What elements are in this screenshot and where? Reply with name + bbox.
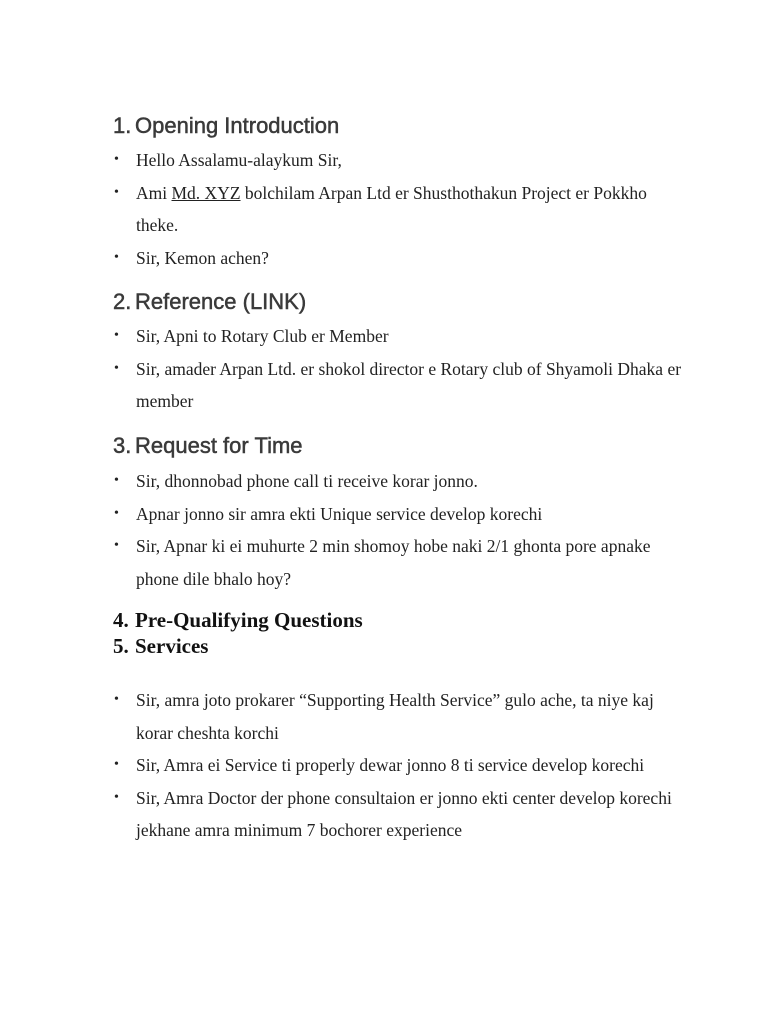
list-item [113, 782, 693, 847]
section-number: 2. [113, 289, 132, 314]
section-number: 3. [113, 433, 132, 458]
list-item-text: Sir, amader Arpan Ltd. er shokol director e Rotary club of Shyamoli Dhaka er member [136, 358, 682, 411]
bullet: • [114, 152, 119, 167]
bullet: • [114, 328, 119, 343]
list-item-text: bolchilam Arpan Ltd er Shusthothakun Project er Pokkho theke. [136, 182, 647, 235]
list-item [113, 465, 693, 498]
section-number: 1. [113, 113, 132, 138]
list-item [113, 144, 693, 177]
list-item-text: Sir, amra joto prokarer “Supporting Health Service” gulo ache, ta niye kaj korar cheshta korchi [136, 690, 654, 743]
list-item [113, 320, 693, 353]
section-title: Reference (LINK) [135, 289, 307, 314]
section-1-list [113, 144, 693, 274]
bullet: • [114, 249, 119, 265]
bullet: • [114, 692, 119, 707]
list-item-text: Sir, Amra Doctor der phone consultaion er jonno ekti center develop korechi jekhane amra minimum 7 bochorer experience [136, 787, 672, 840]
section-5-list [113, 684, 693, 847]
section-number: 4. [113, 608, 129, 632]
bullet: • [114, 184, 119, 200]
list-item [113, 749, 693, 782]
section-number: 5. [113, 634, 129, 658]
list-item-text: Ami [136, 182, 172, 203]
list-item-text: Sir, Apni to Rotary Club er Member [136, 326, 389, 346]
bullet: • [114, 757, 119, 772]
section-title: Services [135, 634, 209, 658]
list-item [113, 684, 693, 749]
section-2-list [113, 320, 693, 418]
section-heading-request-for-time [113, 433, 303, 459]
section-title: Opening Introduction [135, 113, 340, 138]
list-item-text: Hello Assalamu-alaykum Sir, [136, 150, 342, 170]
list-item [113, 530, 693, 595]
underlined-name: Md. XYZ [171, 182, 241, 203]
bullet: • [114, 789, 119, 805]
list-item-text: Sir, Amra ei Service ti properly dewar jonno 8 ti service develop korechi [136, 755, 645, 775]
section-heading-opening-introduction [113, 113, 339, 139]
list-item-text: Sir, dhonnobad phone call ti receive korar jonno. [136, 471, 478, 491]
list-item [113, 498, 693, 531]
bullet: • [114, 505, 119, 521]
section-heading-reference [113, 289, 306, 315]
list-item [113, 177, 693, 242]
list-item [113, 353, 693, 418]
section-heading-pre-qualifying-questions [113, 608, 363, 633]
bullet: • [114, 538, 119, 553]
list-item-text: Sir, Apnar ki ei muhurte 2 min shomoy hobe naki 2/1 ghonta pore apnake phone dile bhalo hoy? [136, 536, 651, 589]
section-title: Request for Time [135, 433, 303, 458]
list-item-text: Sir, Kemon achen? [136, 247, 269, 268]
section-heading-services [113, 634, 208, 659]
bullet: • [114, 473, 119, 488]
bullet: • [114, 360, 119, 376]
section-title: Pre-Qualifying Questions [135, 608, 363, 632]
section-3-list [113, 465, 693, 595]
list-item [113, 242, 693, 275]
list-item-text: Apnar jonno sir amra ekti Unique service develop korechi [136, 503, 543, 524]
